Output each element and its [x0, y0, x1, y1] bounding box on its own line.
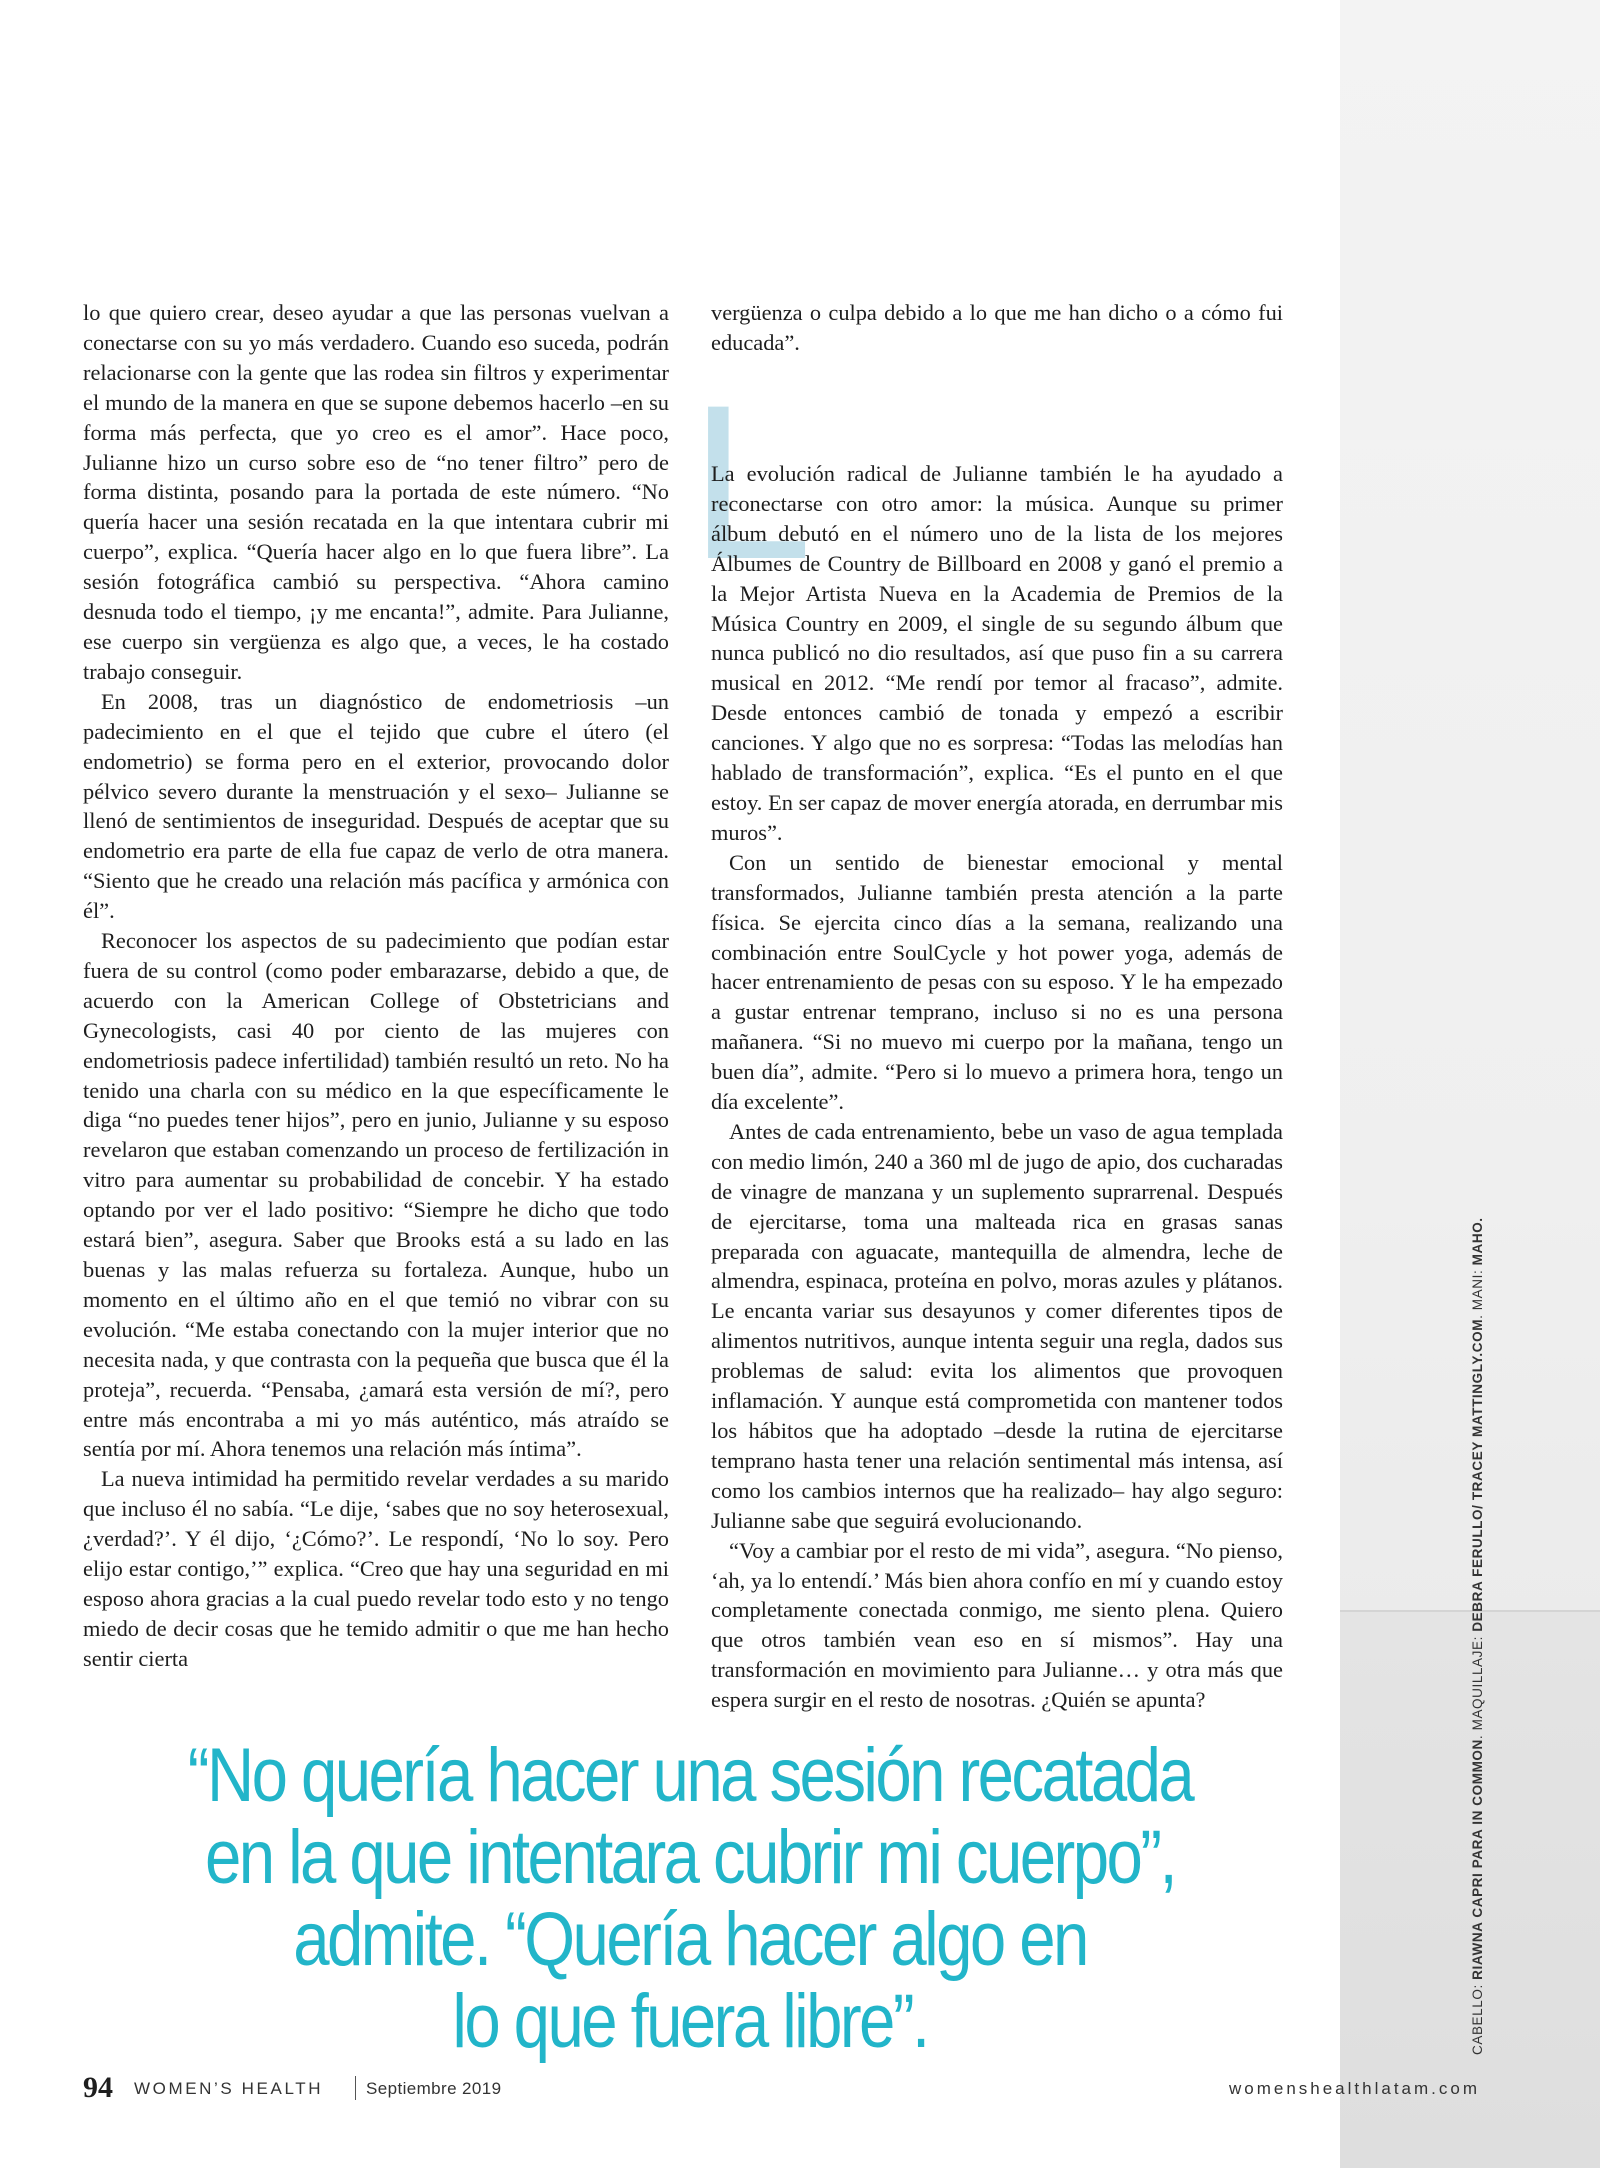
paragraph: lo que quiero crear, deseo ayudar a que las personas vuelvan a conectarse con su yo más verdadero. Cuando eso suceda, podrán relacionarse con la gente que las rodea sin filtros y experimentar el mundo de la manera en que se supone debemos hacerlo –en su forma más perfecta, que yo creo es el amor”. Hace poco, Julianne hizo un curso sobre eso de “no tener filtro” pero de forma distinta, posando para la portada de este número. “No quería hacer una sesión recatada en la que intentara cubrir mi cuerpo”, explica. “Quería hacer algo en lo que fuera libre”. La sesión fotográfica cambió su perspectiva. “Ahora camino desnuda todo el tiempo, ¡y me encanta!”, admite. Para Julianne, ese cuerpo sin vergüenza es algo que, a veces, le ha costado trabajo conseguir.	[83, 300, 669, 684]
website-url: womenshealthlatam.com	[1228, 2079, 1480, 2098]
article-column-right	[711, 459, 1283, 1715]
issue-date: Septiembre 2019	[366, 2079, 502, 2098]
paragraph: “Voy a cambiar por el resto de mi vida”, asegura. “No pienso, ‘ah, ya lo entendí.’ Más bien ahora confío en mí y cuando estoy completamente conectada conmigo, me siento plena. Quiero que otros también vean eso en sí mismos”. Hay una transformación en movimiento para Julianne… y otra más que espera surgir en el resto de nosotras. ¿Quién se apunta?	[711, 1537, 1283, 1713]
pull-quote-line: en la que intentara cubrir mi cuerpo”,	[204, 1815, 1176, 1900]
paragraph: La nueva intimidad ha permitido revelar verdades a su marido que incluso él no sabía. “Le dije, ‘sabes que no soy heterosexual, ¿verdad?’. Y él dijo, ‘¿Cómo?’. Le respondí, ‘No lo soy. Pero elijo estar contigo,’” explica. “Creo que hay una seguridad en mi esposo ahora gracias a la cual puedo revelar todo esto y no tengo miedo de decir cosas que he temido admitir o que me han hecho sentir cierta	[83, 1466, 669, 1671]
credit-name: DEBRA FERULLO/ TRACEY MATTINGLY.COM	[1470, 1318, 1485, 1632]
magazine-name: WOMEN’S HEALTH	[134, 2079, 324, 2098]
credit-name: MAHO.	[1470, 1217, 1485, 1266]
page-number: 94	[83, 2071, 113, 2104]
footer-divider	[355, 2076, 356, 2100]
paragraph: Con un sentido de bienestar emocional y mental transformados, Julianne también presta atención a la parte física. Se ejercita cinco días a la semana, realizando una combinación entre SoulCycle y hot power yoga, además de hacer entrenamiento de pesas con su esposo. Y le ha empezado a gustar entrenar temprano, incluso si no es una persona mañanera. “Si no muevo mi cuerpo por la mañana, tengo un buen día”, admite. “Pero si lo muevo a primera hora, tengo un día excelente”.	[711, 849, 1283, 1115]
pull-quote	[183, 1735, 1198, 2063]
article-column-left	[83, 298, 669, 1674]
credit-label: . MANI:	[1470, 1265, 1485, 1319]
paragraph: Reconocer los aspectos de su padecimiento que podían estar fuera de su control (como poder embarazarse, debido a que, de acuerdo con la American College of Obstetricians and Gynecologists, casi 40 por ciento de las mujeres con endometriosis padece infertilidad) también resultó un reto. No ha tenido una charla con su médico en la que específicamente le diga “no puedes tener hijos”, pero en junio, Julianne y su esposo revelaron que estaban comenzando un proceso de fertilización in vitro para aumentar su probabilidad de concebir. Y ha estado optando por ver el lado positivo: “Siempre he dicho que todo estará bien”, asegura. Saber que Brooks está a su lado en las buenas y las malas refuerza su fortaleza. Aunque, hubo un momento en el último año en el que temió no vibrar con su evolución. “Me estaba conectando con la mujer interior que no necesita nada, y que contrasta con la pequeña que busca que él la proteja”, recuerda. “Pensaba, ¿amará esta versión de mí?, pero entre más encontraba a mi yo más auténtico, más atraído se sentía por mí. Ahora tenemos una relación más íntima”.	[83, 928, 669, 1462]
photo-credits	[1470, 1155, 1485, 2055]
drop-cap: L	[690, 359, 813, 605]
article-column-right-continuation	[711, 298, 1283, 358]
pull-quote-line: lo que fuera libre”.	[452, 1979, 928, 2064]
credit-label: CABELLO:	[1470, 1979, 1485, 2055]
page-footer	[83, 2070, 1480, 2110]
paragraph: La evolución radical de Julianne también le ha ayudado a reconectarse con otro amor: la música. Aunque su primer álbum debutó en el número uno de la lista de los mejores Álbumes de Country de Billboard en 2008 y ganó el premio a la Mejor Artista Nueva en la Academia de Premios de la Música Country en 2009, el single de su segundo álbum que nunca publicó no dio resultados, así que puso fin a su carrera musical en 2012. “Me rendí por temor al fracaso”, admite. Desde entonces cambió de tonada y empezó a escribir canciones. Y algo que no es sorpresa: “Todas las melodías han hablado de transformación”, explica. “Es el punto en el que estoy. En ser capaz de mover energía atorada, en derrumbar mis muros”.	[711, 461, 1283, 845]
paragraph: Antes de cada entrenamiento, bebe un vaso de agua templada con medio limón, 240 a 360 ml de jugo de apio, dos cucharadas de vinagre de manzana y un suplemento suprarrenal. Después de ejercitarse, toma una malteada rica en grasas sanas preparada con aguacate, mantequilla de almendra, leche de almendra, espinaca, proteína en polvo, moras azules y plátanos. Le encanta variar sus desayunos y comer diferentes tipos de alimentos nutritivos, aunque intenta seguir una regla, dados sus problemas de salud: evita los alimentos que provoquen inflamación. Y aunque está comprometida con mantener todos los hábitos que ha adoptado –desde la rutina de ejercitarse temprano hasta tener una relación sentimental más intensa, así como los cambios internos que ha realizado– hay algo seguro: Julianne sabe que seguirá evolucionando.	[711, 1118, 1283, 1533]
credit-label: . MAQUILLAJE:	[1470, 1631, 1485, 1740]
credit-name: RIAWNA CAPRI PARA IN COMMON	[1470, 1739, 1485, 1980]
pull-quote-line: admite. “Quería hacer algo en	[293, 1897, 1087, 1982]
paragraph: vergüenza o culpa debido a lo que me han dicho o a cómo fui educada”.	[711, 300, 1283, 355]
pull-quote-line: “No quería hacer una sesión recatada	[187, 1733, 1193, 1818]
paragraph: En 2008, tras un diagnóstico de endometriosis –un padecimiento en el que el tejido que cubre el útero (el endometrio) se forma pero en el exterior, provocando dolor pélvico severo durante la menstruación y el sexo– Julianne se llenó de sentimientos de inseguridad. Después de aceptar que su endometrio era parte de ella fue capaz de verlo de otra manera. “Siento que he creado una relación más pacífica y armónica con él”.	[83, 688, 669, 924]
